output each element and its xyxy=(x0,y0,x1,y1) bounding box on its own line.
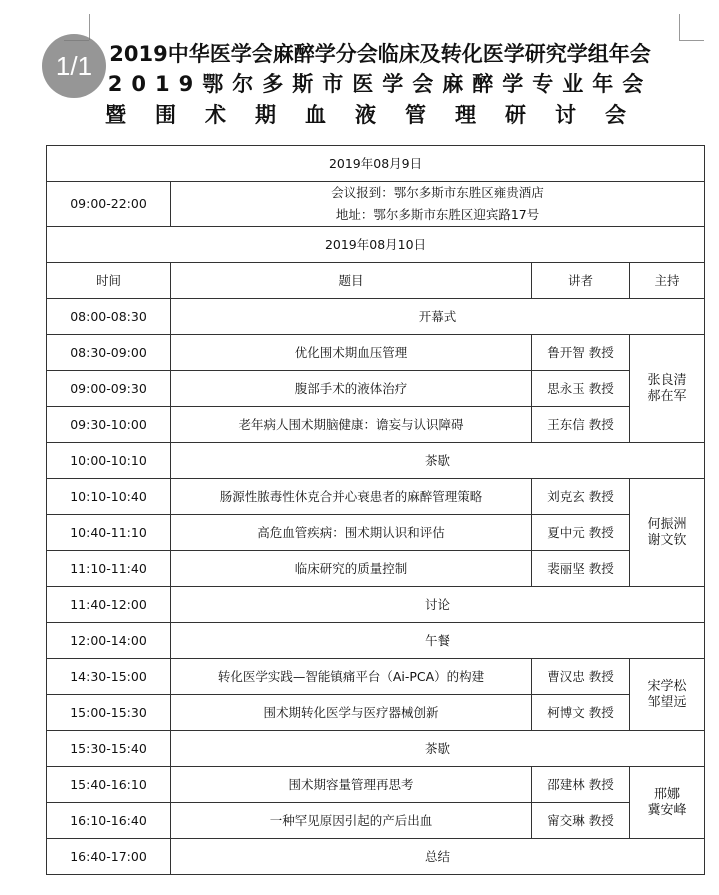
row-time: 16:10-16:40 xyxy=(47,803,171,839)
row-time: 15:40-16:10 xyxy=(47,767,171,803)
host-cell xyxy=(630,767,705,839)
row-time: 10:10-10:40 xyxy=(47,479,171,515)
row-topic: 讨论 xyxy=(171,587,705,623)
row-time: 10:40-11:10 xyxy=(47,515,171,551)
row-time: 16:40-17:00 xyxy=(47,839,171,875)
row-topic: 优化围术期血压管理 xyxy=(171,335,532,371)
table-row xyxy=(47,371,705,407)
row-time: 12:00-14:00 xyxy=(47,623,171,659)
row-time: 10:00-10:10 xyxy=(47,443,171,479)
row-topic: 一种罕见原因引起的产后出血 xyxy=(171,803,532,839)
row-speaker: 思永玉 教授 xyxy=(532,371,630,407)
row-topic: 老年病人围术期脑健康：谵妄与认识障碍 xyxy=(171,407,532,443)
row-speaker: 王东信 教授 xyxy=(532,407,630,443)
row-time: 08:00-08:30 xyxy=(47,299,171,335)
row-speaker: 刘克玄 教授 xyxy=(532,479,630,515)
row-time: 11:40-12:00 xyxy=(47,587,171,623)
row-topic: 茶歇 xyxy=(171,443,705,479)
row-time: 08:30-09:00 xyxy=(47,335,171,371)
row-time: 09:00-09:30 xyxy=(47,371,171,407)
table-row xyxy=(47,515,705,551)
crop-mark-top-right xyxy=(679,14,680,40)
table-row xyxy=(47,803,705,839)
schedule-table xyxy=(46,145,705,875)
header-time: 时间 xyxy=(47,263,171,299)
host-name: 何振洲 xyxy=(647,516,687,532)
table-row xyxy=(47,587,705,623)
table-row xyxy=(47,479,705,515)
row-topic: 茶歇 xyxy=(171,731,705,767)
host-cell xyxy=(630,335,705,443)
row-time: 09:30-10:00 xyxy=(47,407,171,443)
host-name: 邢娜 xyxy=(654,786,681,802)
day1-registration-cell xyxy=(171,182,705,227)
table-row xyxy=(47,299,705,335)
registration-text: 会议报到：鄂尔多斯市东胜区雍贵酒店 xyxy=(331,185,544,200)
title-line-2: 2019鄂尔多斯市医学会麻醉学专业年会 xyxy=(107,72,653,96)
host-name: 邹望远 xyxy=(647,694,687,710)
table-row xyxy=(47,407,705,443)
host-name: 张良清 xyxy=(647,372,687,388)
row-time: 14:30-15:00 xyxy=(47,659,171,695)
table-row xyxy=(47,551,705,587)
host-cell xyxy=(630,659,705,731)
table-row xyxy=(47,839,705,875)
host-name: 宋学松 xyxy=(647,678,687,694)
row-speaker: 甯交琳 教授 xyxy=(532,803,630,839)
page-indicator-badge[interactable]: 1/1 xyxy=(42,34,106,98)
header-row xyxy=(47,263,705,299)
row-topic: 围术期容量管理再思考 xyxy=(171,767,532,803)
row-topic: 转化医学实践—智能镇痛平台（Ai-PCA）的构建 xyxy=(171,659,532,695)
table-row xyxy=(47,695,705,731)
table-row xyxy=(47,443,705,479)
title-line-1: 2019中华医学会麻醉学分会临床及转化医学研究学组年会 xyxy=(109,42,651,66)
row-time: 11:10-11:40 xyxy=(47,551,171,587)
row-speaker: 裴丽坚 教授 xyxy=(532,551,630,587)
row-time: 15:00-15:30 xyxy=(47,695,171,731)
row-topic: 开幕式 xyxy=(171,299,705,335)
table-row xyxy=(47,335,705,371)
row-topic: 围术期转化医学与医疗器械创新 xyxy=(171,695,532,731)
address-text: 地址：鄂尔多斯市东胜区迎宾路17号 xyxy=(335,207,540,222)
header-topic: 题目 xyxy=(171,263,532,299)
row-topic: 肠源性脓毒性休克合并心衰患者的麻醉管理策略 xyxy=(171,479,532,515)
row-speaker: 曹汉忠 教授 xyxy=(532,659,630,695)
row-topic: 腹部手术的液体治疗 xyxy=(171,371,532,407)
row-speaker: 邵建林 教授 xyxy=(532,767,630,803)
table-row xyxy=(47,623,705,659)
day1-date-row xyxy=(47,146,705,182)
host-cell xyxy=(630,479,705,587)
day2-date-row xyxy=(47,227,705,263)
row-topic: 高危血管疾病：围术期认识和评估 xyxy=(171,515,532,551)
host-name: 冀安峰 xyxy=(647,802,687,818)
row-topic: 午餐 xyxy=(171,623,705,659)
title-line-3: 暨围术期血液管理研讨会 xyxy=(105,103,655,127)
day1-time: 09:00-22:00 xyxy=(47,182,171,227)
day1-date: 2019年08月9日 xyxy=(47,146,705,182)
row-speaker: 夏中元 教授 xyxy=(532,515,630,551)
row-speaker: 柯博文 教授 xyxy=(532,695,630,731)
header-host: 主持 xyxy=(630,263,705,299)
row-topic: 临床研究的质量控制 xyxy=(171,551,532,587)
day1-registration-row xyxy=(47,182,705,227)
row-time: 15:30-15:40 xyxy=(47,731,171,767)
table-row xyxy=(47,767,705,803)
day2-date: 2019年08月10日 xyxy=(47,227,705,263)
header-speaker: 讲者 xyxy=(532,263,630,299)
table-row xyxy=(47,731,705,767)
row-topic: 总结 xyxy=(171,839,705,875)
host-name: 谢文钦 xyxy=(647,532,687,548)
host-name: 郝在军 xyxy=(647,388,687,404)
table-row xyxy=(47,659,705,695)
row-speaker: 鲁开智 教授 xyxy=(532,335,630,371)
crop-mark-top-left xyxy=(89,14,90,40)
